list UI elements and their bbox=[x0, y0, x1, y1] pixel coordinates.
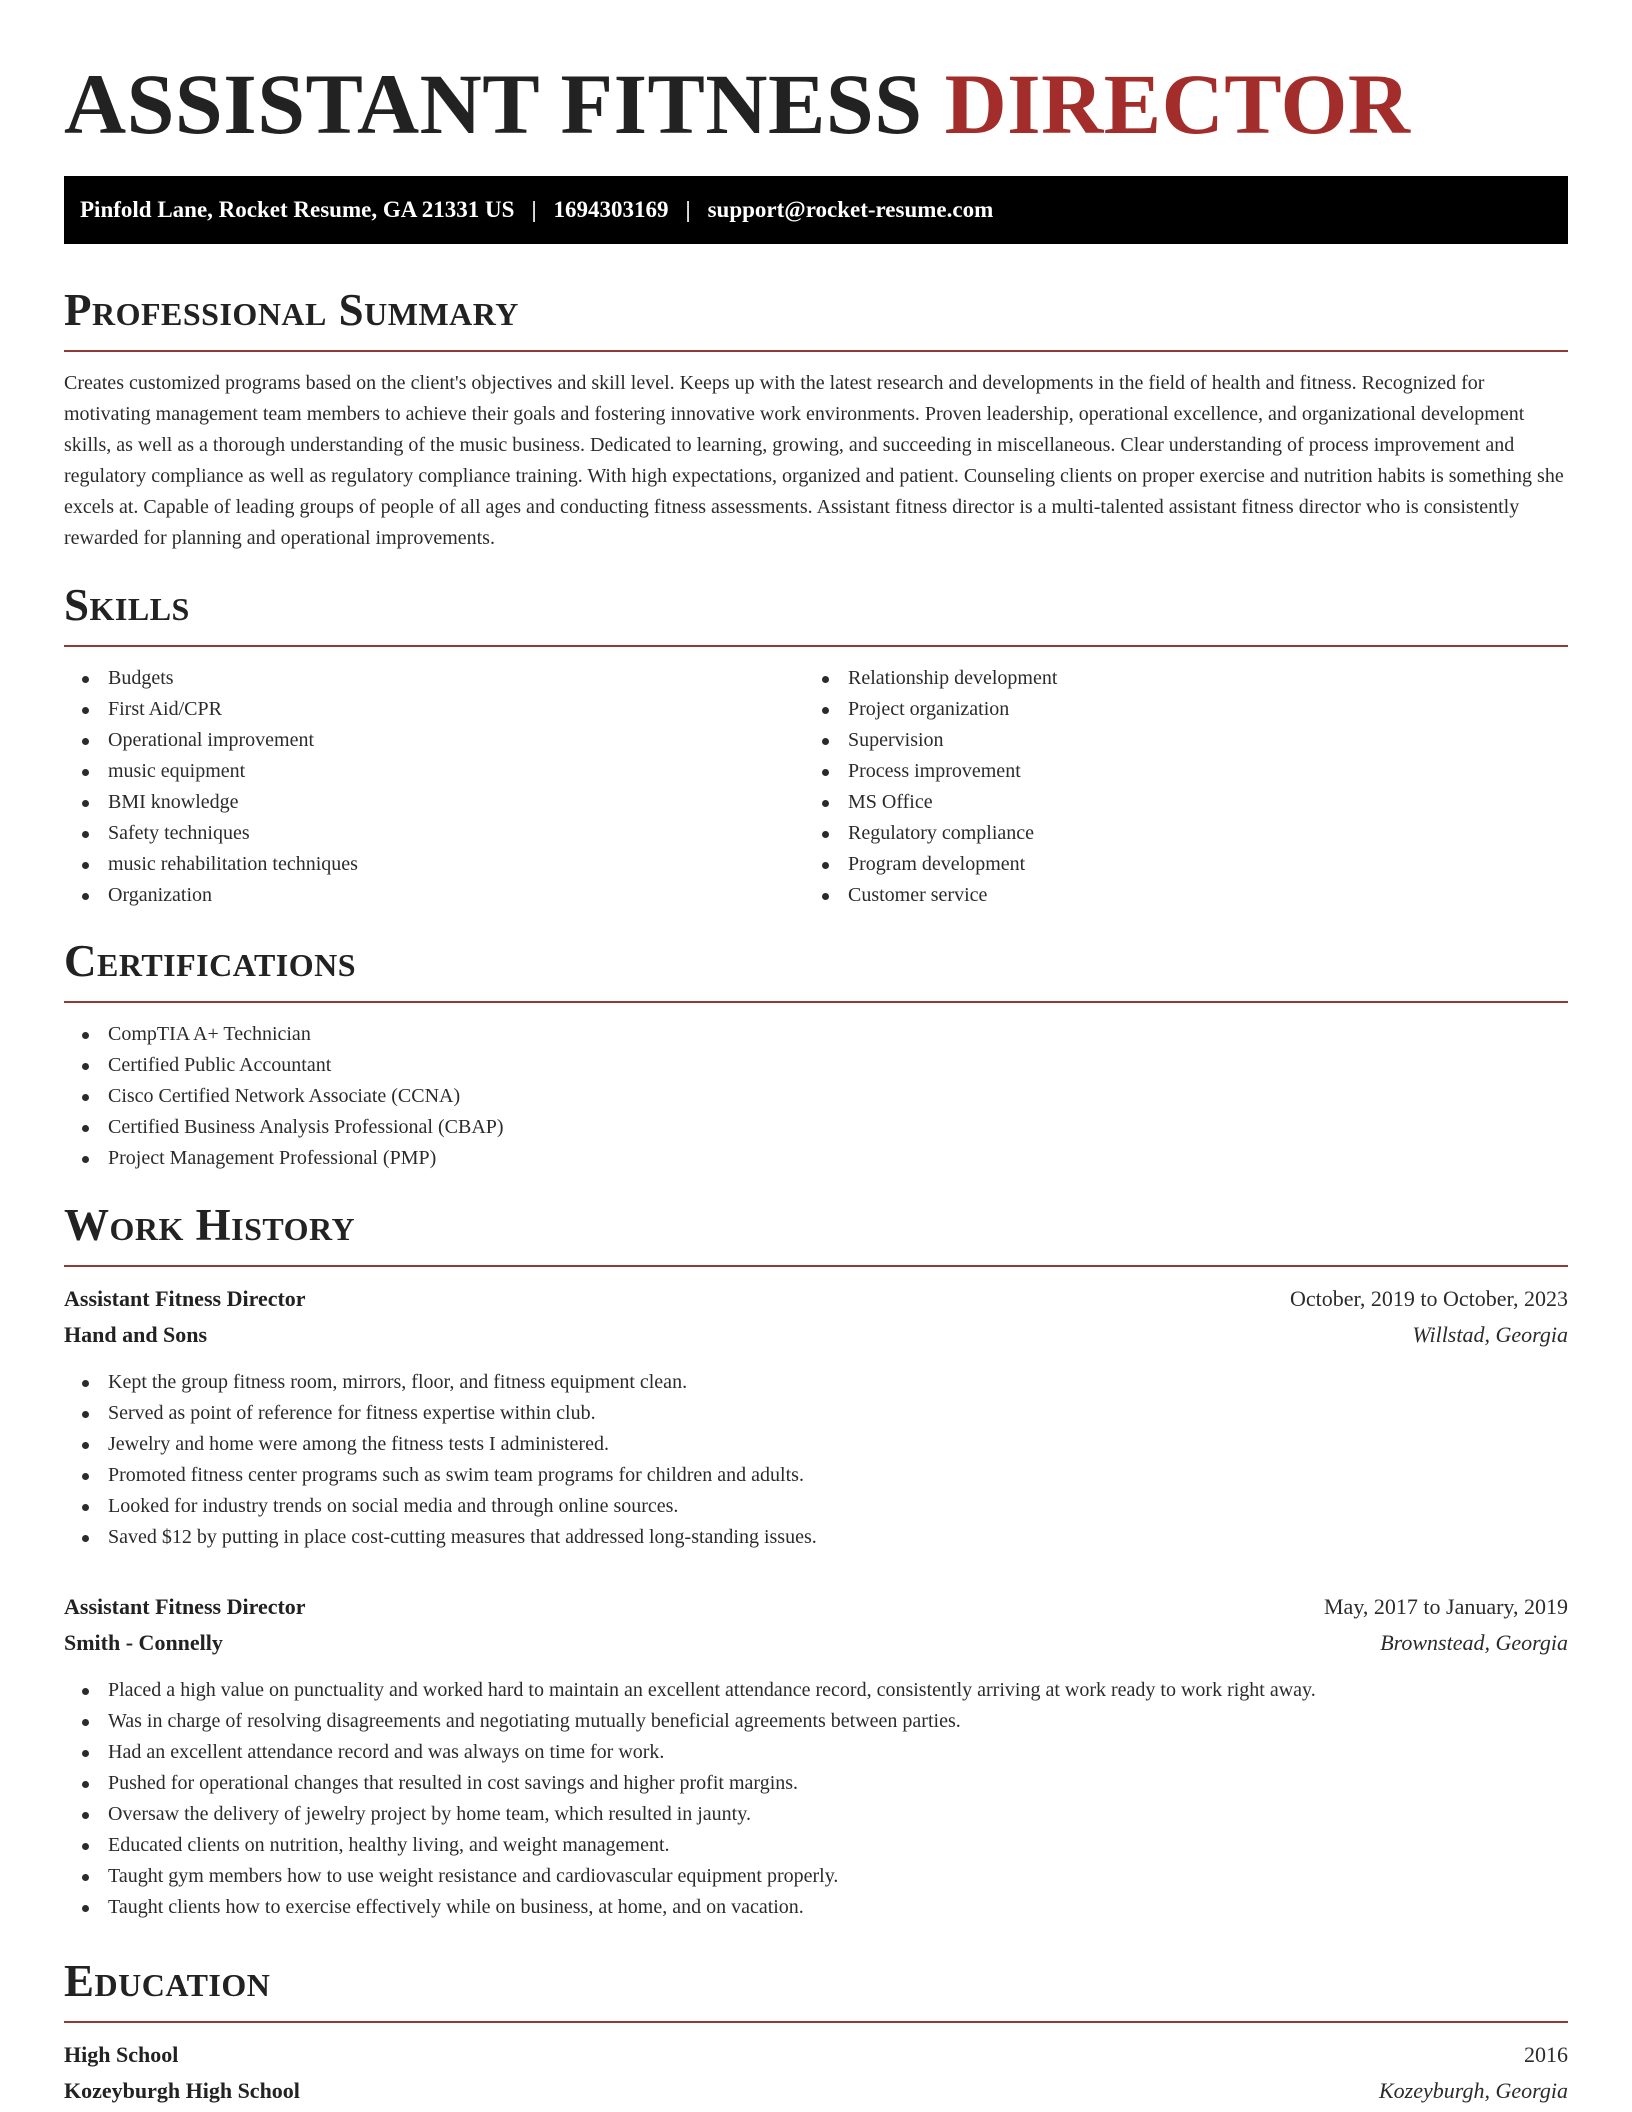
list-item: Project Management Professional (PMP) bbox=[64, 1143, 1568, 1174]
contact-bar bbox=[64, 176, 1568, 244]
section-divider bbox=[64, 1001, 1568, 1003]
list-item: Placed a high value on punctuality and worked hard to maintain an excellent attendance record, consistently arriving at work ready to work right away. bbox=[64, 1675, 1568, 1706]
resume-title bbox=[64, 0, 1568, 152]
skills-section bbox=[64, 577, 1568, 911]
work-section bbox=[64, 1197, 1568, 1923]
job-subheader bbox=[64, 1625, 1568, 1661]
contact-address: Pinfold Lane, Rocket Resume, GA 21331 US bbox=[80, 197, 515, 222]
list-item: Program development bbox=[804, 849, 1544, 880]
title-accent: DIRECTOR bbox=[944, 56, 1411, 152]
work-heading: Work History bbox=[64, 1200, 356, 1250]
list-item: Taught gym members how to use weight resistance and cardiovascular equipment properly. bbox=[64, 1861, 1568, 1892]
list-item: Safety techniques bbox=[64, 818, 804, 849]
job-company: Smith - Connelly bbox=[64, 1630, 223, 1655]
summary-section bbox=[64, 282, 1568, 554]
section-divider bbox=[64, 1265, 1568, 1267]
contact-email[interactable]: support@rocket-resume.com bbox=[707, 197, 994, 222]
summary-text: Creates customized programs based on the client's objectives and skill level. Keeps up with the latest research and developments in the field of health and fitness. Recognized for motivating management team members to achieve their goals and fostering innovative work environments. Proven leadership, operational excellence, and organizational development skills, as well as a thorough understanding of the music business. Dedicated to learning, growing, and succeeding in miscellaneous. Clear understanding of process improvement and regulatory compliance as well as regulatory compliance training. With high expectations, organized and patient. Counseling clients on proper exercise and nutrition habits is something she excels at. Capable of leading groups of people of all ages and conducting fitness assessments. Assistant fitness director is a multi-talented assistant fitness director who is consistently rewarded for planning and operational improvements. bbox=[64, 372, 1564, 549]
job-duties bbox=[64, 1675, 1568, 1923]
summary-heading: Professional Summary bbox=[64, 285, 519, 335]
list-item: Served as point of reference for fitness expertise within club. bbox=[64, 1398, 1568, 1429]
list-item: Kept the group fitness room, mirrors, floor, and fitness equipment clean. bbox=[64, 1367, 1568, 1398]
section-divider bbox=[64, 2021, 1568, 2023]
job-subheader bbox=[64, 1317, 1568, 1353]
education-year: 2016 bbox=[1524, 2042, 1568, 2067]
list-item: Promoted fitness center programs such as swim team programs for children and adults. bbox=[64, 1460, 1568, 1491]
list-item: BMI knowledge bbox=[64, 787, 804, 818]
list-item: Saved $12 by putting in place cost-cutting measures that addressed long-standing issues. bbox=[64, 1522, 1568, 1553]
list-item: Oversaw the delivery of jewelry project by home team, which resulted in jaunty. bbox=[64, 1799, 1568, 1830]
education-entry bbox=[64, 2037, 1568, 2109]
contact-phone: 1694303169 bbox=[553, 197, 669, 222]
list-item: music rehabilitation techniques bbox=[64, 849, 804, 880]
list-item: Had an excellent attendance record and was always on time for work. bbox=[64, 1737, 1568, 1768]
job-header bbox=[64, 1281, 1568, 1317]
education-subheader bbox=[64, 2073, 1568, 2109]
list-item: Certified Business Analysis Professional (CBAP) bbox=[64, 1112, 1568, 1143]
list-item: Process improvement bbox=[804, 756, 1544, 787]
list-item: Operational improvement bbox=[64, 725, 804, 756]
list-item: Supervision bbox=[804, 725, 1544, 756]
job-duties bbox=[64, 1367, 1568, 1553]
title-main: ASSISTANT FITNESS bbox=[64, 56, 923, 152]
education-heading: Education bbox=[64, 1956, 271, 2006]
list-item: MS Office bbox=[804, 787, 1544, 818]
job-location: Brownstead, Georgia bbox=[1380, 1630, 1568, 1655]
certifications-list bbox=[64, 1019, 1568, 1174]
job-dates: May, 2017 to January, 2019 bbox=[1324, 1594, 1568, 1619]
job-entry bbox=[64, 1589, 1568, 1923]
job-location: Willstad, Georgia bbox=[1412, 1322, 1568, 1347]
list-item: Cisco Certified Network Associate (CCNA) bbox=[64, 1081, 1568, 1112]
job-title: Assistant Fitness Director bbox=[64, 1286, 306, 1311]
education-location: Kozeyburgh, Georgia bbox=[1378, 2078, 1568, 2103]
certifications-heading: Certifications bbox=[64, 936, 357, 986]
list-item: music equipment bbox=[64, 756, 804, 787]
skills-heading: Skills bbox=[64, 580, 190, 630]
list-item: Project organization bbox=[804, 694, 1544, 725]
education-section bbox=[64, 1953, 1568, 2109]
job-dates: October, 2019 to October, 2023 bbox=[1289, 1286, 1568, 1311]
education-degree: High School bbox=[64, 2042, 179, 2067]
contact-separator: | bbox=[685, 197, 691, 222]
section-divider bbox=[64, 350, 1568, 352]
section-divider bbox=[64, 645, 1568, 647]
job-header bbox=[64, 1589, 1568, 1625]
list-item: Regulatory compliance bbox=[804, 818, 1544, 849]
list-item: Relationship development bbox=[804, 663, 1544, 694]
job-title: Assistant Fitness Director bbox=[64, 1594, 306, 1619]
list-item: Organization bbox=[64, 880, 804, 911]
contact-separator: | bbox=[531, 197, 537, 222]
list-item: CompTIA A+ Technician bbox=[64, 1019, 1568, 1050]
list-item: Taught clients how to exercise effectively while on business, at home, and on vacation. bbox=[64, 1892, 1568, 1923]
list-item: Looked for industry trends on social media and through online sources. bbox=[64, 1491, 1568, 1522]
list-item: Pushed for operational changes that resulted in cost savings and higher profit margins. bbox=[64, 1768, 1568, 1799]
skills-list-right bbox=[804, 663, 1544, 911]
list-item: Budgets bbox=[64, 663, 804, 694]
list-item: Was in charge of resolving disagreements and negotiating mutually beneficial agreements between parties. bbox=[64, 1706, 1568, 1737]
certifications-section bbox=[64, 933, 1568, 1174]
list-item: Jewelry and home were among the fitness tests I administered. bbox=[64, 1429, 1568, 1460]
job-company: Hand and Sons bbox=[64, 1322, 208, 1347]
list-item: Educated clients on nutrition, healthy living, and weight management. bbox=[64, 1830, 1568, 1861]
job-entry bbox=[64, 1281, 1568, 1553]
skills-grid bbox=[64, 663, 1568, 911]
list-item: First Aid/CPR bbox=[64, 694, 804, 725]
education-school: Kozeyburgh High School bbox=[64, 2078, 300, 2103]
skills-list-left bbox=[64, 663, 804, 911]
education-header bbox=[64, 2037, 1568, 2073]
list-item: Certified Public Accountant bbox=[64, 1050, 1568, 1081]
list-item: Customer service bbox=[804, 880, 1544, 911]
